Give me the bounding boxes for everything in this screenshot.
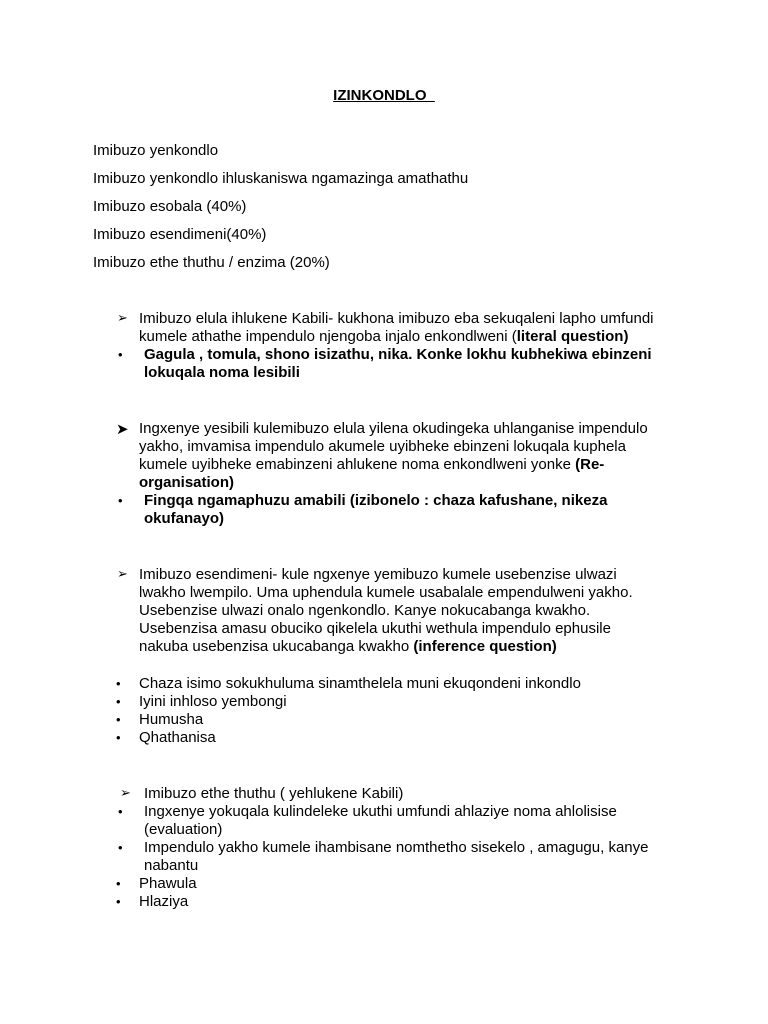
bullet-icon: • <box>118 840 123 855</box>
section-text-line: yakho, imvamisa impendulo akumele uyibheke ebinzeni lokuqala kuphela <box>139 438 626 455</box>
arrow-bullet-icon: ➤ <box>116 421 129 438</box>
intro-line: Imibuzo ethe thuthu / enzima (20%) <box>93 254 330 271</box>
list-item: Humusha <box>139 711 204 728</box>
bullet-text-line: (evaluation) <box>144 821 223 838</box>
bullet-icon: • <box>116 730 121 745</box>
bullet-icon: • <box>116 694 121 709</box>
bullet-text-line: Impendulo yakho kumele ihambisane nomthetho sisekelo , amagugu, kanye <box>144 839 649 856</box>
bullet-text-line: nabantu <box>144 857 199 874</box>
document-title: IZINKONDLO <box>333 87 435 104</box>
section-text-line: Usebenzisa amasu obuciko qikelela ukuthi wethula impendulo ephusile <box>139 620 611 637</box>
list-item: Iyini inhloso yembongi <box>139 693 287 710</box>
section-text-segment: nakuba usebenzisa ukucabanga kwakho <box>139 638 414 655</box>
arrow-bullet-icon: ➢ <box>120 785 131 800</box>
section-emphasis: (inference question) <box>413 638 557 655</box>
arrow-bullet-icon: ➢ <box>117 566 128 581</box>
bullet-icon: • <box>116 876 121 891</box>
bullet-icon: • <box>118 804 123 819</box>
section-text-segment: kumele uyibheke emabinzeni ahlukene noma enkondlweni yonke <box>139 456 576 473</box>
intro-line: Imibuzo esobala (40%) <box>93 198 247 215</box>
section-text-line: Imibuzo esendimeni- kule ngxenye yemibuzo kumele usebenzise ulwazi <box>139 566 617 583</box>
section-emphasis: (Re- <box>575 456 605 473</box>
list-item: Phawula <box>139 875 197 892</box>
bullet-text-line: Fingqa ngamaphuzu amabili (izibonelo : chaza kafushane, nikeza <box>144 492 608 509</box>
bullet-text-line: Ingxenye yokuqala kulindeleke ukuthi umfundi ahlaziye noma ahlolisise <box>144 803 617 820</box>
bullet-text-line: okufanayo) <box>144 510 225 527</box>
section-text-line: Usebenzise ulwazi onalo ngenkondlo. Kanye nokucabanga kwakho. <box>139 602 591 619</box>
intro-line: Imibuzo yenkondlo <box>93 142 219 159</box>
section-text-line <box>139 638 557 655</box>
bullet-text-line: Gagula , tomula, shono isizathu, nika. Konke lokhu kubhekiwa ebinzeni <box>144 346 652 363</box>
list-item: Hlaziya <box>139 893 189 910</box>
bullet-text-line: lokuqala noma lesibili <box>144 364 300 381</box>
section-text-line <box>139 456 604 473</box>
bullet-icon: • <box>116 712 121 727</box>
intro-line: Imibuzo yenkondlo ihluskaniswa ngamazinga amathathu <box>93 170 469 187</box>
section-text-line: Imibuzo elula ihlukene Kabili- kukhona imibuzo eba sekuqaleni lapho umfundi <box>139 310 654 327</box>
section-text-line <box>139 328 628 345</box>
arrow-bullet-icon: ➢ <box>117 310 128 325</box>
list-item: Chaza isimo sokukhuluma sinamthelela muni ekuqondeni inkondlo <box>139 675 581 692</box>
section-text-segment: kumele athathe impendulo njengoba injalo enkondlweni ( <box>139 328 517 345</box>
section-text-line: lwakho lwempilo. Uma uphendula kumele usabalale empendulweni yakho. <box>139 584 633 601</box>
list-item: Qhathanisa <box>139 729 216 746</box>
bullet-icon: • <box>116 676 121 691</box>
bullet-icon: • <box>116 894 121 909</box>
intro-list <box>93 141 468 281</box>
intro-line: Imibuzo esendimeni(40%) <box>93 226 267 243</box>
bullet-icon: • <box>118 347 123 362</box>
section-text-line: Ingxenye yesibili kulemibuzo elula yilena okudingeka uhlanganise impendulo <box>139 420 648 437</box>
section-text-line: Imibuzo ethe thuthu ( yehlukene Kabili) <box>144 785 404 802</box>
bullet-icon: • <box>118 493 123 508</box>
section-emphasis: literal question) <box>516 328 629 345</box>
section-emphasis: organisation) <box>139 474 235 491</box>
